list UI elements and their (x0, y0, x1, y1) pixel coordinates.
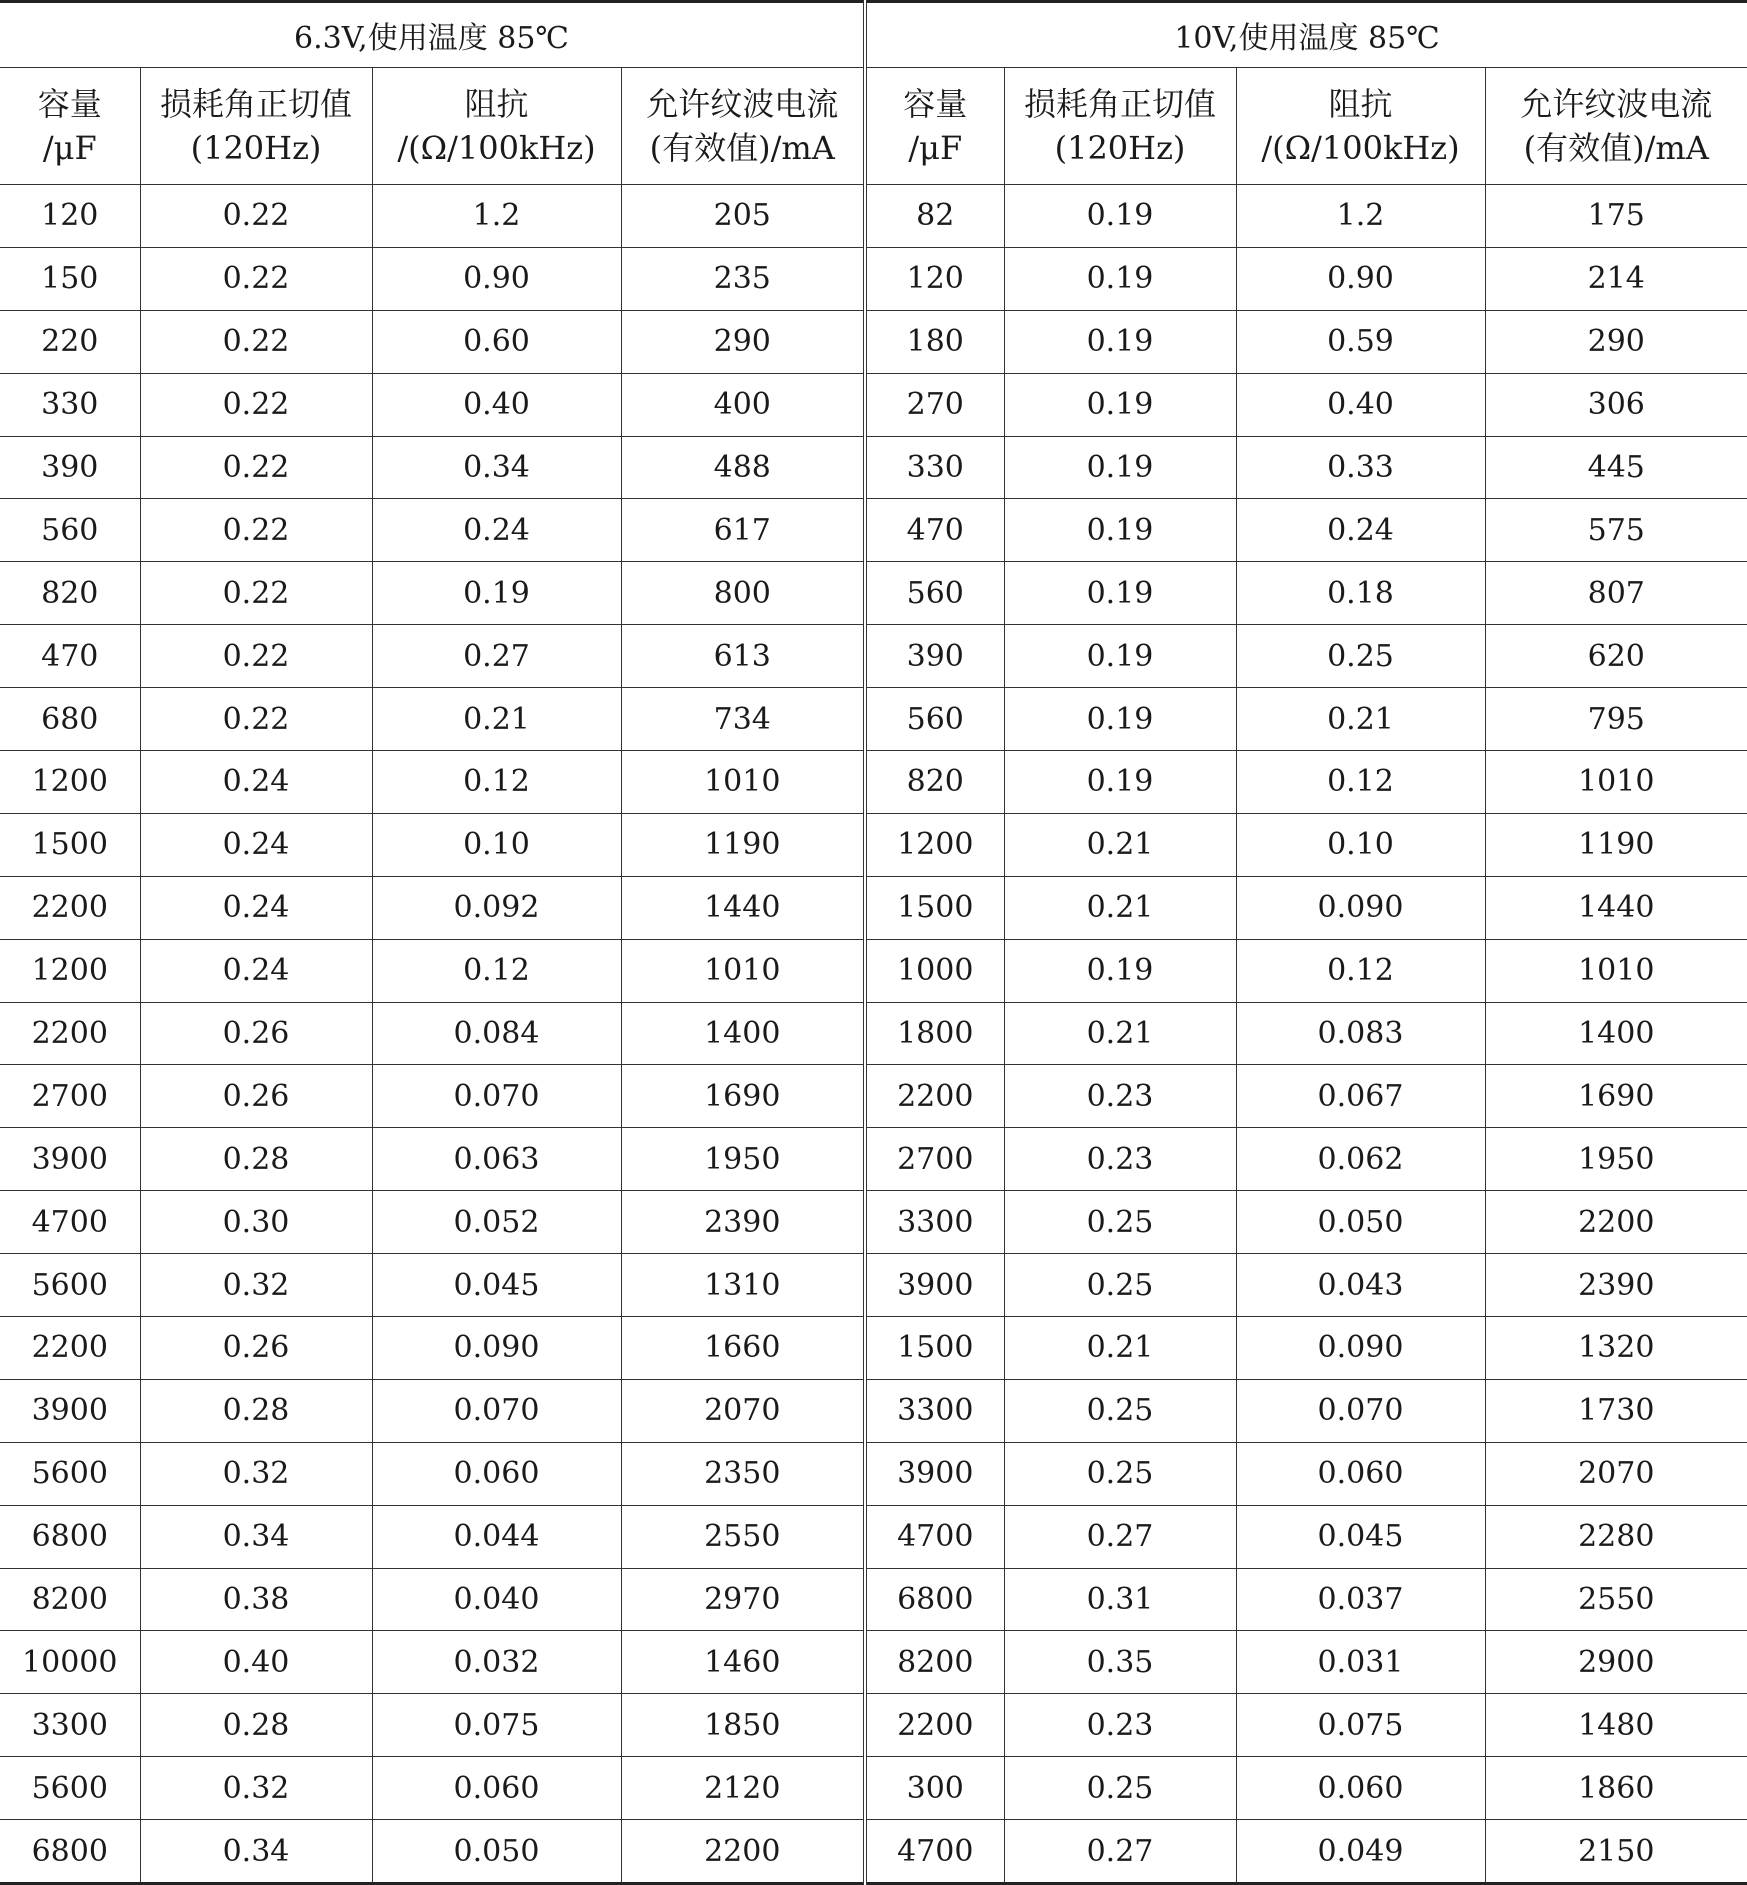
capacity-cell: 6800 (865, 1568, 1004, 1631)
loss-tangent-cell: 0.38 (140, 1568, 372, 1631)
impedance-cell: 0.040 (372, 1568, 621, 1631)
capacity-cell: 1500 (0, 813, 140, 876)
loss-tangent-cell: 0.19 (1004, 436, 1236, 499)
loss-tangent-cell: 0.30 (140, 1191, 372, 1254)
capacity-cell: 6800 (0, 1505, 140, 1568)
loss-tangent-cell: 0.19 (1004, 310, 1236, 373)
loss-tangent-cell: 0.21 (1004, 1002, 1236, 1065)
capacity-cell: 1200 (0, 751, 140, 814)
ripple-current-cell: 290 (621, 310, 865, 373)
impedance-cell: 0.070 (1236, 1379, 1485, 1442)
impedance-cell: 0.062 (1236, 1128, 1485, 1191)
capacity-cell: 3900 (0, 1379, 140, 1442)
capacity-cell: 560 (865, 688, 1004, 751)
table-row (0, 185, 1747, 248)
ripple-current-cell: 1950 (1485, 1128, 1747, 1191)
impedance-cell: 0.045 (1236, 1505, 1485, 1568)
capacity-cell: 220 (0, 310, 140, 373)
ripple-current-cell: 1010 (1485, 939, 1747, 1002)
capacity-cell: 150 (0, 247, 140, 310)
impedance-cell: 0.19 (372, 562, 621, 625)
impedance-cell: 0.063 (372, 1128, 621, 1191)
loss-tangent-cell: 0.19 (1004, 751, 1236, 814)
table-row (0, 1317, 1747, 1380)
ripple-current-cell: 1010 (621, 939, 865, 1002)
loss-tangent-cell: 0.22 (140, 625, 372, 688)
group-title-10v: 10V,使用温度 85℃ (865, 2, 1747, 68)
capacity-cell: 3900 (0, 1128, 140, 1191)
capacity-cell: 680 (0, 688, 140, 751)
table-row (0, 1128, 1747, 1191)
loss-tangent-cell: 0.27 (1004, 1505, 1236, 1568)
capacity-cell: 820 (865, 751, 1004, 814)
loss-tangent-cell: 0.24 (140, 751, 372, 814)
impedance-cell: 0.075 (1236, 1694, 1485, 1757)
table-row (0, 1442, 1747, 1505)
loss-tangent-cell: 0.28 (140, 1379, 372, 1442)
impedance-cell: 0.33 (1236, 436, 1485, 499)
ripple-current-cell: 1190 (621, 813, 865, 876)
ripple-current-cell: 1440 (621, 876, 865, 939)
ripple-current-cell: 1950 (621, 1128, 865, 1191)
capacity-cell: 2200 (0, 1002, 140, 1065)
group-header-row (0, 2, 1747, 68)
capacity-cell: 10000 (0, 1631, 140, 1694)
table-row (0, 562, 1747, 625)
impedance-cell: 1.2 (372, 185, 621, 248)
capacity-cell: 330 (865, 436, 1004, 499)
impedance-cell: 0.050 (372, 1820, 621, 1884)
loss-tangent-cell: 0.19 (1004, 688, 1236, 751)
impedance-cell: 0.043 (1236, 1254, 1485, 1317)
loss-tangent-cell: 0.22 (140, 688, 372, 751)
loss-tangent-cell: 0.22 (140, 499, 372, 562)
loss-tangent-cell: 0.23 (1004, 1128, 1236, 1191)
impedance-cell: 0.10 (372, 813, 621, 876)
ripple-current-cell: 445 (1485, 436, 1747, 499)
ripple-current-cell: 795 (1485, 688, 1747, 751)
impedance-cell: 0.049 (1236, 1820, 1485, 1884)
capacity-cell: 1500 (865, 876, 1004, 939)
loss-tangent-cell: 0.26 (140, 1065, 372, 1128)
capacity-cell: 4700 (865, 1505, 1004, 1568)
loss-tangent-cell: 0.40 (140, 1631, 372, 1694)
loss-tangent-cell: 0.26 (140, 1002, 372, 1065)
ripple-current-cell: 2390 (1485, 1254, 1747, 1317)
impedance-cell: 0.59 (1236, 310, 1485, 373)
impedance-cell: 0.090 (1236, 1317, 1485, 1380)
loss-tangent-cell: 0.34 (140, 1505, 372, 1568)
ripple-current-cell: 1690 (621, 1065, 865, 1128)
loss-tangent-cell: 0.24 (140, 813, 372, 876)
loss-tangent-cell: 0.22 (140, 310, 372, 373)
capacity-cell: 2700 (865, 1128, 1004, 1191)
ripple-current-cell: 290 (1485, 310, 1747, 373)
loss-tangent-cell: 0.31 (1004, 1568, 1236, 1631)
capacity-cell: 2200 (0, 876, 140, 939)
loss-tangent-cell: 0.26 (140, 1317, 372, 1380)
capacity-cell: 8200 (865, 1631, 1004, 1694)
ripple-current-cell: 2350 (621, 1442, 865, 1505)
ripple-current-cell: 205 (621, 185, 865, 248)
impedance-cell: 0.060 (372, 1442, 621, 1505)
column-header-row (0, 68, 1747, 185)
ripple-current-cell: 400 (621, 373, 865, 436)
ripple-current-cell: 1010 (1485, 751, 1747, 814)
table-body (0, 185, 1747, 1884)
impedance-cell: 0.037 (1236, 1568, 1485, 1631)
loss-tangent-cell: 0.19 (1004, 247, 1236, 310)
capacity-cell: 1200 (0, 939, 140, 1002)
impedance-cell: 0.032 (372, 1631, 621, 1694)
impedance-cell: 0.045 (372, 1254, 621, 1317)
ripple-current-cell: 2550 (621, 1505, 865, 1568)
ripple-current-cell: 734 (621, 688, 865, 751)
capacity-cell: 3300 (865, 1191, 1004, 1254)
ripple-current-cell: 2200 (621, 1820, 865, 1884)
impedance-cell: 0.21 (372, 688, 621, 751)
capacity-cell: 180 (865, 310, 1004, 373)
loss-tangent-cell: 0.22 (140, 562, 372, 625)
capacity-cell: 4700 (865, 1820, 1004, 1884)
ripple-current-cell: 1320 (1485, 1317, 1747, 1380)
column-header-ripple-current: 允许纹波电流 (有效值)/mA (1485, 68, 1747, 185)
capacity-cell: 82 (865, 185, 1004, 248)
ripple-current-cell: 2900 (1485, 1631, 1747, 1694)
capacity-cell: 120 (865, 247, 1004, 310)
loss-tangent-cell: 0.25 (1004, 1442, 1236, 1505)
ripple-current-cell: 807 (1485, 562, 1747, 625)
impedance-cell: 0.075 (372, 1694, 621, 1757)
capacity-cell: 5600 (0, 1442, 140, 1505)
impedance-cell: 0.070 (372, 1065, 621, 1128)
loss-tangent-cell: 0.22 (140, 185, 372, 248)
table-row (0, 1002, 1747, 1065)
capacity-cell: 8200 (0, 1568, 140, 1631)
impedance-cell: 0.12 (1236, 939, 1485, 1002)
impedance-cell: 0.40 (372, 373, 621, 436)
table-row (0, 373, 1747, 436)
impedance-cell: 0.060 (372, 1757, 621, 1820)
ripple-current-cell: 800 (621, 562, 865, 625)
impedance-cell: 0.092 (372, 876, 621, 939)
ripple-current-cell: 2200 (1485, 1191, 1747, 1254)
ripple-current-cell: 175 (1485, 185, 1747, 248)
impedance-cell: 0.40 (1236, 373, 1485, 436)
capacity-cell: 5600 (0, 1757, 140, 1820)
loss-tangent-cell: 0.32 (140, 1757, 372, 1820)
loss-tangent-cell: 0.25 (1004, 1379, 1236, 1442)
loss-tangent-cell: 0.35 (1004, 1631, 1236, 1694)
ripple-current-cell: 2120 (621, 1757, 865, 1820)
ripple-current-cell: 2550 (1485, 1568, 1747, 1631)
table-row (0, 813, 1747, 876)
impedance-cell: 0.067 (1236, 1065, 1485, 1128)
ripple-current-cell: 2970 (621, 1568, 865, 1631)
impedance-cell: 0.10 (1236, 813, 1485, 876)
capacity-cell: 120 (0, 185, 140, 248)
group-title-6.3v: 6.3V,使用温度 85℃ (0, 2, 865, 68)
loss-tangent-cell: 0.25 (1004, 1254, 1236, 1317)
loss-tangent-cell: 0.19 (1004, 373, 1236, 436)
impedance-cell: 0.21 (1236, 688, 1485, 751)
capacity-cell: 1800 (865, 1002, 1004, 1065)
loss-tangent-cell: 0.23 (1004, 1694, 1236, 1757)
table-row (0, 939, 1747, 1002)
impedance-cell: 0.24 (372, 499, 621, 562)
capacity-cell: 3300 (865, 1379, 1004, 1442)
impedance-cell: 0.27 (372, 625, 621, 688)
impedance-cell: 0.90 (372, 247, 621, 310)
loss-tangent-cell: 0.34 (140, 1820, 372, 1884)
ripple-current-cell: 1730 (1485, 1379, 1747, 1442)
table-row (0, 1757, 1747, 1820)
table-row (0, 436, 1747, 499)
capacity-cell: 300 (865, 1757, 1004, 1820)
capacity-cell: 470 (865, 499, 1004, 562)
impedance-cell: 1.2 (1236, 185, 1485, 248)
column-header-ripple-current: 允许纹波电流 (有效值)/mA (621, 68, 865, 185)
table-row (0, 1820, 1747, 1884)
impedance-cell: 0.090 (372, 1317, 621, 1380)
table-row (0, 1694, 1747, 1757)
impedance-cell: 0.18 (1236, 562, 1485, 625)
capacity-cell: 820 (0, 562, 140, 625)
ripple-current-cell: 1850 (621, 1694, 865, 1757)
impedance-cell: 0.12 (372, 751, 621, 814)
ripple-current-cell: 1480 (1485, 1694, 1747, 1757)
table-row (0, 1631, 1747, 1694)
impedance-cell: 0.060 (1236, 1757, 1485, 1820)
table-row (0, 1065, 1747, 1128)
loss-tangent-cell: 0.23 (1004, 1065, 1236, 1128)
table-row (0, 1254, 1747, 1317)
loss-tangent-cell: 0.21 (1004, 1317, 1236, 1380)
column-header-impedance: 阻抗 /(Ω/100kHz) (372, 68, 621, 185)
ripple-current-cell: 620 (1485, 625, 1747, 688)
table-row (0, 247, 1747, 310)
table-row (0, 1379, 1747, 1442)
ripple-current-cell: 2280 (1485, 1505, 1747, 1568)
ripple-current-cell: 2390 (621, 1191, 865, 1254)
column-header-loss-tangent: 损耗角正切值 (120Hz) (1004, 68, 1236, 185)
loss-tangent-cell: 0.19 (1004, 185, 1236, 248)
loss-tangent-cell: 0.22 (140, 247, 372, 310)
impedance-cell: 0.34 (372, 436, 621, 499)
loss-tangent-cell: 0.24 (140, 876, 372, 939)
impedance-cell: 0.60 (372, 310, 621, 373)
table-row (0, 688, 1747, 751)
table-row (0, 751, 1747, 814)
capacity-cell: 3900 (865, 1254, 1004, 1317)
table-row (0, 876, 1747, 939)
loss-tangent-cell: 0.32 (140, 1254, 372, 1317)
impedance-cell: 0.031 (1236, 1631, 1485, 1694)
capacity-cell: 1000 (865, 939, 1004, 1002)
capacity-cell: 560 (865, 562, 1004, 625)
ripple-current-cell: 1860 (1485, 1757, 1747, 1820)
impedance-cell: 0.083 (1236, 1002, 1485, 1065)
impedance-cell: 0.24 (1236, 499, 1485, 562)
column-header-capacity: 容量 /μF (865, 68, 1004, 185)
capacity-cell: 470 (0, 625, 140, 688)
table-row (0, 310, 1747, 373)
capacity-cell: 390 (865, 625, 1004, 688)
loss-tangent-cell: 0.21 (1004, 876, 1236, 939)
impedance-cell: 0.070 (372, 1379, 621, 1442)
impedance-cell: 0.060 (1236, 1442, 1485, 1505)
loss-tangent-cell: 0.19 (1004, 939, 1236, 1002)
loss-tangent-cell: 0.22 (140, 436, 372, 499)
impedance-cell: 0.12 (1236, 751, 1485, 814)
impedance-cell: 0.050 (1236, 1191, 1485, 1254)
impedance-cell: 0.25 (1236, 625, 1485, 688)
capacity-cell: 330 (0, 373, 140, 436)
ripple-current-cell: 1190 (1485, 813, 1747, 876)
ripple-current-cell: 613 (621, 625, 865, 688)
loss-tangent-cell: 0.27 (1004, 1820, 1236, 1884)
capacity-cell: 2700 (0, 1065, 140, 1128)
ripple-current-cell: 1400 (621, 1002, 865, 1065)
table-row (0, 625, 1747, 688)
capacity-cell: 5600 (0, 1254, 140, 1317)
column-header-loss-tangent: 损耗角正切值 (120Hz) (140, 68, 372, 185)
impedance-cell: 0.084 (372, 1002, 621, 1065)
ripple-current-cell: 2070 (621, 1379, 865, 1442)
impedance-cell: 0.12 (372, 939, 621, 1002)
ripple-current-cell: 617 (621, 499, 865, 562)
ripple-current-cell: 214 (1485, 247, 1747, 310)
loss-tangent-cell: 0.32 (140, 1442, 372, 1505)
capacity-cell: 2200 (865, 1694, 1004, 1757)
capacity-cell: 2200 (0, 1317, 140, 1380)
table-row (0, 1505, 1747, 1568)
ripple-current-cell: 1690 (1485, 1065, 1747, 1128)
capacity-cell: 270 (865, 373, 1004, 436)
loss-tangent-cell: 0.19 (1004, 562, 1236, 625)
capacity-cell: 4700 (0, 1191, 140, 1254)
loss-tangent-cell: 0.28 (140, 1128, 372, 1191)
ripple-current-cell: 306 (1485, 373, 1747, 436)
capacity-cell: 560 (0, 499, 140, 562)
ripple-current-cell: 488 (621, 436, 865, 499)
table-row (0, 1568, 1747, 1631)
ripple-current-cell: 1310 (621, 1254, 865, 1317)
ripple-current-cell: 1660 (621, 1317, 865, 1380)
loss-tangent-cell: 0.25 (1004, 1191, 1236, 1254)
ripple-current-cell: 2150 (1485, 1820, 1747, 1884)
capacity-cell: 2200 (865, 1065, 1004, 1128)
capacity-cell: 1200 (865, 813, 1004, 876)
capacity-cell: 390 (0, 436, 140, 499)
table-row (0, 1191, 1747, 1254)
loss-tangent-cell: 0.25 (1004, 1757, 1236, 1820)
impedance-cell: 0.044 (372, 1505, 621, 1568)
capacity-cell: 3900 (865, 1442, 1004, 1505)
ripple-current-cell: 1440 (1485, 876, 1747, 939)
ripple-current-cell: 575 (1485, 499, 1747, 562)
column-header-capacity: 容量 /μF (0, 68, 140, 185)
impedance-cell: 0.052 (372, 1191, 621, 1254)
ripple-current-cell: 1400 (1485, 1002, 1747, 1065)
capacity-cell: 6800 (0, 1820, 140, 1884)
loss-tangent-cell: 0.24 (140, 939, 372, 1002)
impedance-cell: 0.090 (1236, 876, 1485, 939)
ripple-current-cell: 1460 (621, 1631, 865, 1694)
capacity-cell: 3300 (0, 1694, 140, 1757)
table-row (0, 499, 1747, 562)
loss-tangent-cell: 0.19 (1004, 499, 1236, 562)
impedance-cell: 0.90 (1236, 247, 1485, 310)
loss-tangent-cell: 0.22 (140, 373, 372, 436)
column-header-impedance: 阻抗 /(Ω/100kHz) (1236, 68, 1485, 185)
ripple-current-cell: 2070 (1485, 1442, 1747, 1505)
capacity-cell: 1500 (865, 1317, 1004, 1380)
loss-tangent-cell: 0.19 (1004, 625, 1236, 688)
loss-tangent-cell: 0.28 (140, 1694, 372, 1757)
ripple-current-cell: 1010 (621, 751, 865, 814)
loss-tangent-cell: 0.21 (1004, 813, 1236, 876)
ripple-current-cell: 235 (621, 247, 865, 310)
